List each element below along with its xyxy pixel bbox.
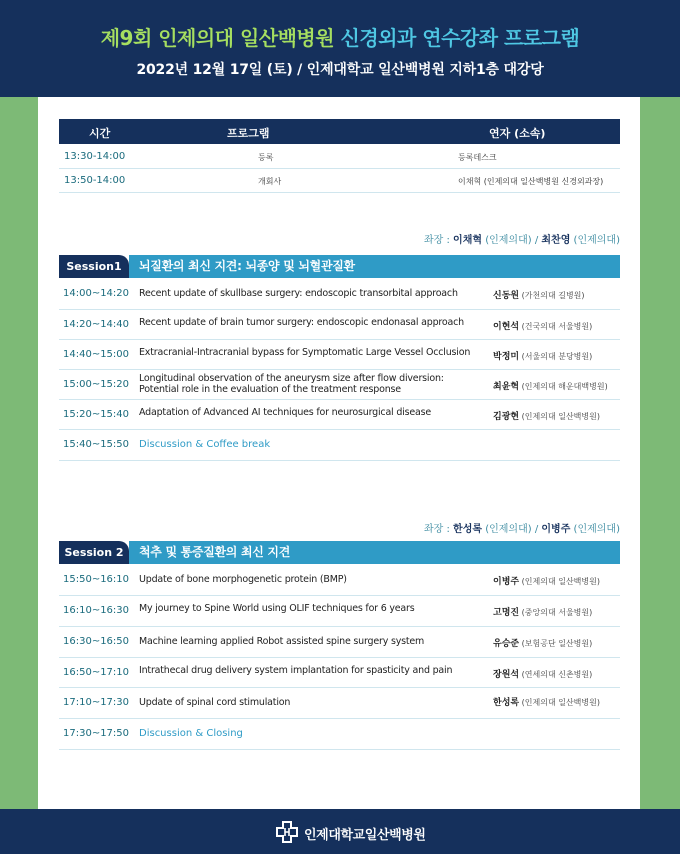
table-row [59,169,620,193]
row-program: 개회사 [258,177,282,186]
program-panel [38,97,640,809]
header-program: 프로그램 [227,127,270,140]
row-time: 13:30-14:00 [64,151,126,162]
table-row: 16:30~16:50 Machine learning applied Robot assisted spine surgery system 유승준 (보험공단 일산병원) [59,627,620,658]
table-row: 14:40~15:00 Extracranial-Intracranial bypass for Symptomatic Large Vessel Occlusion 박정미 (서울의대 분당병원) [59,340,620,370]
footer [0,809,680,854]
row-speaker: 이채혁 (인제의대 일산백병원 신경외과장) [458,177,604,186]
session1-label: Session1 [59,255,129,278]
header-time: 시간 [89,127,111,140]
header [0,0,680,97]
table-row: 16:10~16:30 My journey to Spine World using OLIF techniques for 6 years 고명진 (중앙의대 서울병원) [59,596,620,627]
table-row: 16:50~17:10 Intrathecal drug delivery system implantation for spasticity and pain 장원석 (연세의대 신촌병원) [59,658,620,688]
row-time: 13:50-14:00 [64,175,126,186]
event-date-location: 2022년 12월 17일 (토) / 인제대학교 일산백병원 지하1층 대강당 [136,62,544,78]
table-row: 14:20~14:40 Recent update of brain tumor surgery: endoscopic endonasal approach 이현석 (건국의대 서울병원) [59,310,620,340]
table-row: 15:40~15:50 Discussion & Coffee break [59,430,620,461]
header-speaker: 연자 (소속) [489,127,546,140]
row-program: 등록 [258,153,274,162]
session2-title: 척추 및 통증질환의 최신 지견 [129,541,620,564]
table-row: 17:10~17:30 Update of spinal cord stimulation 한성록 (인제의대 일산백병원) [59,688,620,719]
coffee-break: Discussion & Coffee break [139,439,271,450]
table-header [59,119,620,144]
session2-label: Session 2 [59,541,129,564]
row-speaker: 등록데스크 [458,153,497,162]
page-title: 제9회 인제의대 일산백병원 신경외과 연수강좌 프로그램 [100,26,580,50]
hospital-logo-text: 인제대학교일산백병원 [304,828,426,843]
closing: Discussion & Closing [139,728,243,739]
session1-title: 뇌질환의 최신 지견: 뇌종양 및 뇌혈관질환 [129,255,620,278]
table-row: 17:30~17:50 Discussion & Closing [59,719,620,750]
table-row [59,145,620,169]
hospital-cross-icon [276,821,298,847]
session2-chairs: 좌장 : 한성록 (인제의대) / 이병주 (인제의대) [424,524,620,535]
table-row: 15:00~15:20 Longitudinal observation of the aneurysm size after flow diversion: Potential role in the evaluation of the treatment response 최윤혁 (인제의대 해운대백병원) [59,370,620,400]
table-row: 15:50~16:10 Update of bone morphogenetic protein (BMP) 이병주 (인제의대 일산백병원) [59,565,620,596]
table-row: 15:20~15:40 Adaptation of Advanced AI techniques for neurosurgical disease 김광현 (인제의대 일산백병원) [59,400,620,430]
session1-chairs: 좌장 : 이채혁 (인제의대) / 최찬영 (인제의대) [424,235,620,246]
table-row: 14:00~14:20 Recent update of skullbase surgery: endoscopic transorbital approach 신동원 (가천의대 길병원) [59,279,620,310]
